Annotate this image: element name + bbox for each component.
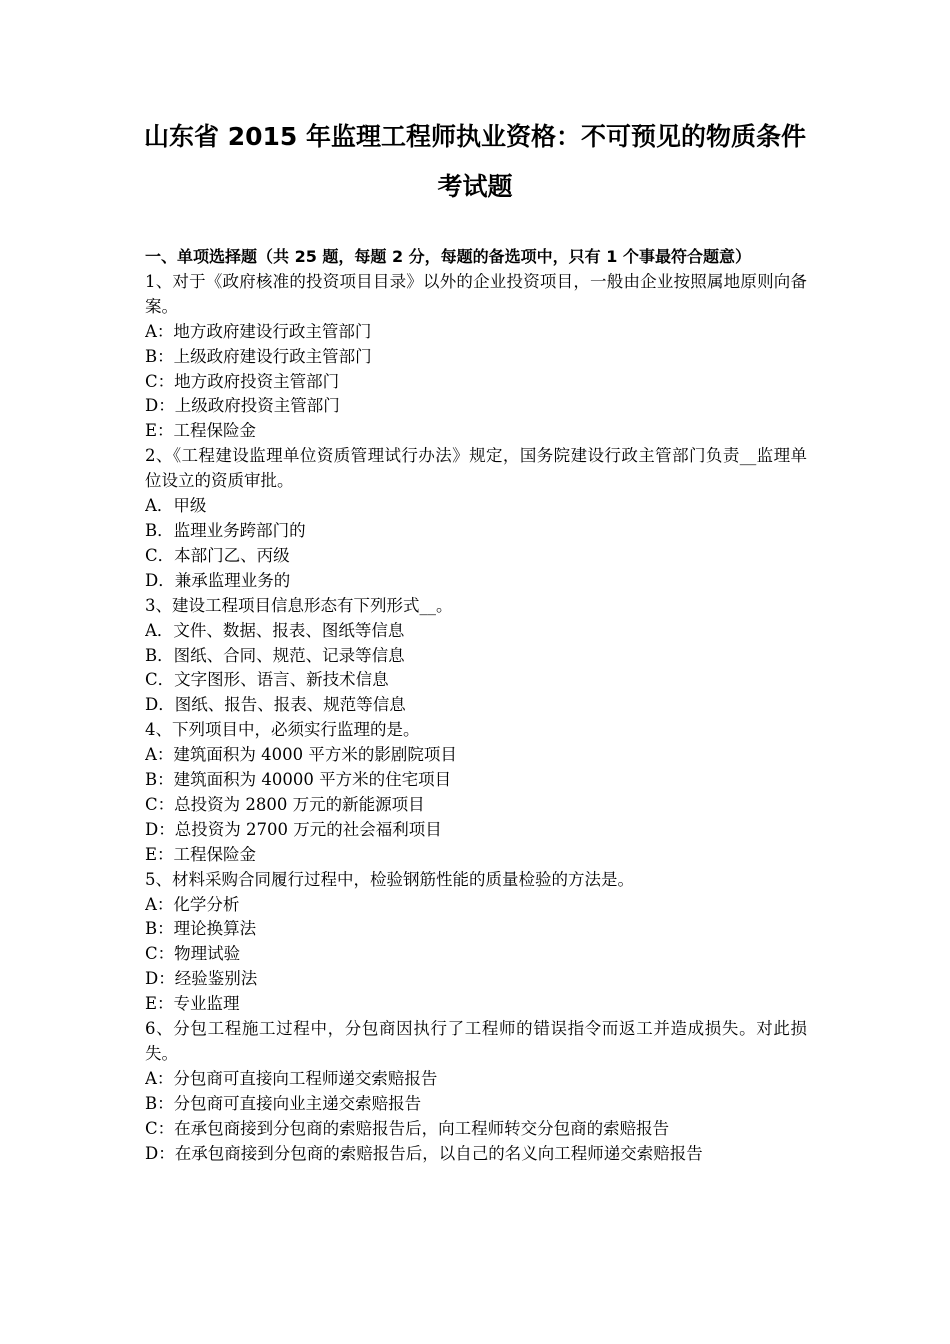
section-heading: 一、单项选择题（共 25 题，每题 2 分，每题的备选项中，只有 1 个事最符合题意） xyxy=(145,247,751,266)
option: B：分包商可直接向业主递交索赔报告 xyxy=(145,1093,422,1113)
option: D：上级政府投资主管部门 xyxy=(145,396,340,416)
document-body xyxy=(145,245,807,1167)
option: B．监理业务跨部门的 xyxy=(145,520,306,540)
option: E：工程保险金 xyxy=(145,844,257,864)
question-2 xyxy=(145,444,807,593)
question-6 xyxy=(145,1017,807,1166)
option: B：建筑面积为 40000 平方米的住宅项目 xyxy=(145,770,452,790)
option: B．图纸、合同、规范、记录等信息 xyxy=(145,645,405,665)
option: B：理论换算法 xyxy=(145,919,257,939)
document-title-line-2: 考试题 xyxy=(437,172,513,201)
option: D．图纸、报告、报表、规范等信息 xyxy=(145,695,406,715)
question-3 xyxy=(145,594,807,719)
question-text: 5、材料采购合同履行过程中，检验钢筋性能的质量检验的方法是。 xyxy=(145,869,634,889)
option: E：工程保险金 xyxy=(145,421,257,441)
question-text: 3、建设工程项目信息形态有下列形式__。 xyxy=(145,595,453,615)
option: C：地方政府投资主管部门 xyxy=(145,371,340,391)
option: C：在承包商接到分包商的索赔报告后，向工程师转交分包商的索赔报告 xyxy=(145,1118,670,1138)
question-4 xyxy=(145,718,807,867)
option: C：总投资为 2800 万元的新能源项目 xyxy=(145,794,425,814)
option: A：建筑面积为 4000 平方米的影剧院项目 xyxy=(145,745,457,765)
question-text: 2、《工程建设监理单位资质管理试行办法》规定，国务院建设行政主管部门负责__监理单位设立的资质审批。 xyxy=(145,446,807,491)
document-title: 山东省 2015 年监理工程师执业资格：不可预见的物质条件 xyxy=(144,122,806,151)
option: B：上级政府建设行政主管部门 xyxy=(145,346,372,366)
option: C：物理试验 xyxy=(145,944,241,964)
option: A．文件、数据、报表、图纸等信息 xyxy=(145,620,405,640)
option: C．文字图形、语言、新技术信息 xyxy=(145,670,389,690)
question-text: 6、分包工程施工过程中，分包商因执行了工程师的错误指令而返工并造成损失。对此损失。 xyxy=(145,1019,807,1063)
option: E：专业监理 xyxy=(145,994,240,1014)
option: A：化学分析 xyxy=(145,894,240,914)
question-text: 1、对于《政府核准的投资项目目录》以外的企业投资项目，一般由企业按照属地原则向备案。 xyxy=(145,271,807,316)
option: D：经验鉴别法 xyxy=(145,969,258,989)
option: D：总投资为 2700 万元的社会福利项目 xyxy=(145,819,442,839)
question-text: 4、下列项目中，必须实行监理的是。 xyxy=(145,720,420,740)
option: A：分包商可直接向工程师递交索赔报告 xyxy=(145,1068,438,1088)
question-5 xyxy=(145,868,807,1017)
option: A．甲级 xyxy=(145,496,207,516)
option: A：地方政府建设行政主管部门 xyxy=(145,321,372,341)
question-1 xyxy=(145,270,807,444)
option: D．兼承监理业务的 xyxy=(145,570,291,590)
option: C．本部门乙、丙级 xyxy=(145,545,290,565)
option: D：在承包商接到分包商的索赔报告后，以自己的名义向工程师递交索赔报告 xyxy=(145,1143,703,1163)
